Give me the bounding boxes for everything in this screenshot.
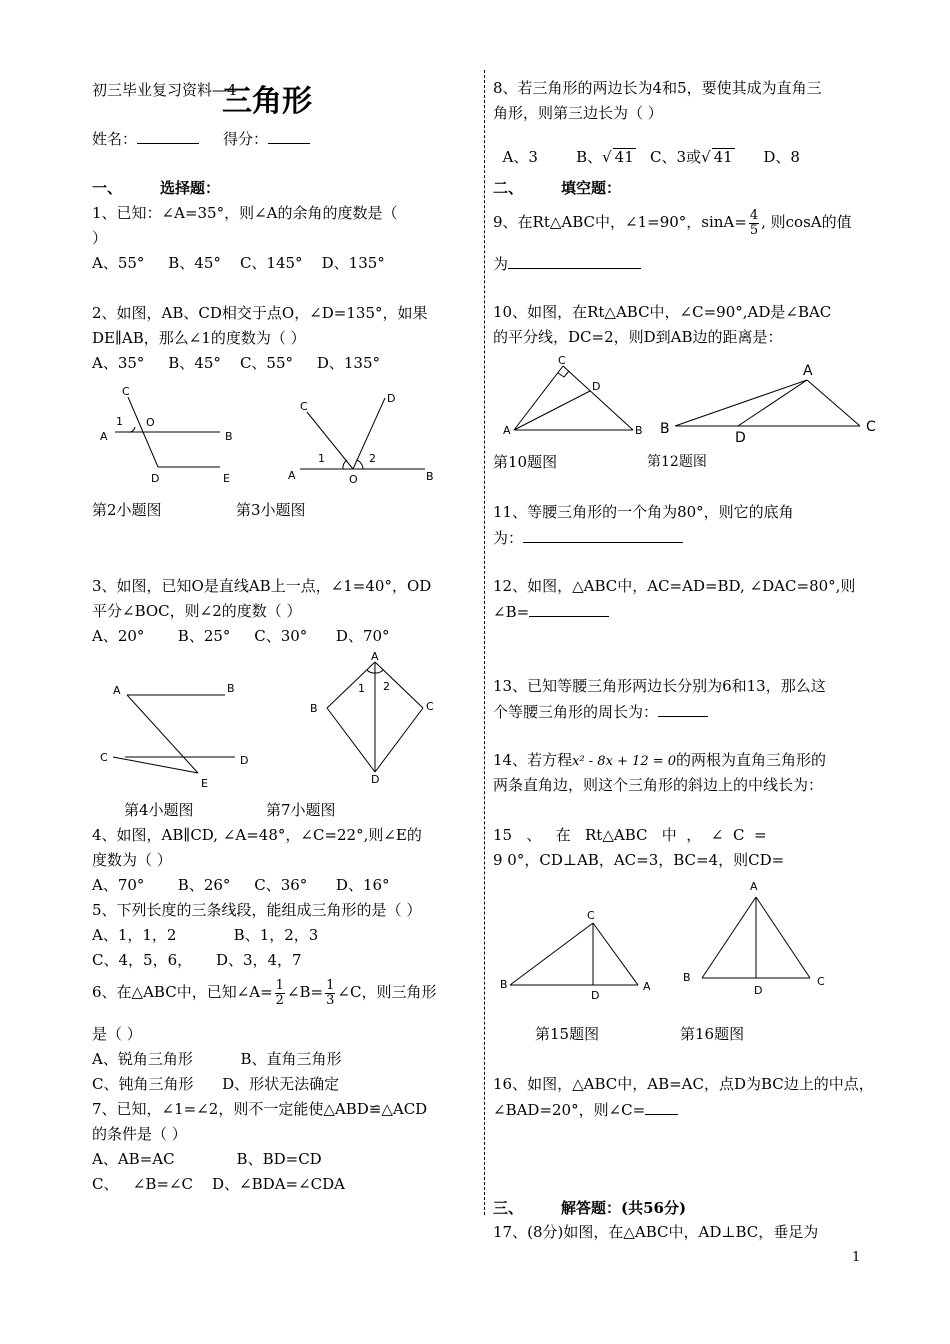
figure-q12 (655, 358, 885, 448)
fig7-caption: 第7小题图 (266, 801, 336, 819)
q16-line1: 16、如图，△ABC中，AB=AC，点D为BC边上的中点， (493, 1075, 874, 1093)
fig12-label-d: D (735, 430, 746, 446)
q3-line1: 3、如图，已知O是直线AB上一点，∠1=40°，OD (92, 577, 432, 595)
fig16-label-d: D (754, 984, 763, 997)
q7-options-1: A、AB=AC B、BD=CD (92, 1150, 322, 1168)
fig3-label-b: B (426, 470, 434, 483)
fig3-label-1: 1 (318, 452, 325, 465)
fig12-caption: 第12题图 (647, 454, 707, 470)
figure-q2 (95, 382, 245, 492)
name-field: 姓名： 得分： (92, 128, 310, 149)
fig15-label-b: B (500, 978, 508, 991)
fig3-label-2: 2 (369, 452, 376, 465)
fig15-caption: 第15题图 (535, 1025, 600, 1043)
fig15-label-d: D (591, 989, 600, 1002)
q10-line2: 的平分线，DC=2，则D到AB边的距离是： (493, 328, 783, 346)
fig15-label-c: C (587, 909, 595, 922)
fig2-label-b: B (225, 430, 233, 443)
fig3-caption: 第3小题图 (236, 501, 306, 519)
q5-options-1: A、1，1，2 B、1，2，3 (92, 926, 319, 944)
q2-line1: 2、如图，AB、CD相交于点O，∠D=135°，如果 (92, 304, 428, 322)
q7-options-2: C、 ∠B=∠C D、∠BDA=∠CDA (92, 1175, 346, 1193)
fig2-label-o: O (146, 416, 155, 429)
fig12-label-a: A (803, 363, 813, 379)
figure-q4 (95, 680, 265, 795)
section-answer: 三、 解答题：(共56分) (493, 1199, 687, 1217)
q3-options: A、20° B、25° C、30° D、70° (92, 627, 390, 645)
q15-line2: 9 0°，CD⊥AB，AC=3，BC=4，则CD= (493, 851, 785, 869)
q4-options: A、70° B、26° C、36° D、16° (92, 876, 390, 894)
figure-q10 (500, 352, 650, 442)
fig10-caption: 第10题图 (493, 453, 558, 471)
q1-close: ） (92, 229, 108, 247)
fig3-label-o: O (349, 473, 358, 486)
fig7-label-1: 1 (358, 682, 365, 695)
page-number: 1 (852, 1250, 861, 1265)
q13-line1: 13、已知等腰三角形两边长分别为6和13，那么这 (493, 677, 826, 695)
fig4-label-c: C (100, 751, 108, 764)
q17-line1: 17、(8分)如图，在△ABC中，AD⊥BC，垂足为 (493, 1223, 819, 1241)
q12-line1: 12、如图，△ABC中，AC=AD=BD, ∠DAC=80°,则 (493, 577, 856, 595)
fig12-label-c: C (866, 419, 876, 435)
q8-line2: 角形，则第三边长为（ ） (493, 104, 663, 122)
fig4-label-b: B (227, 682, 235, 695)
fig7-label-b: B (310, 702, 318, 715)
fig10-label-d: D (592, 380, 601, 393)
fig16-caption: 第16题图 (680, 1025, 745, 1043)
fig4-label-a: A (113, 684, 121, 697)
q4-line2: 度数为（ ） (92, 851, 172, 869)
q6-options-2: C、钝角三角形 D、形状无法确定 (92, 1075, 340, 1093)
q1-options: A、55° B、45° C、145° D、135° (92, 254, 385, 272)
fig4-caption: 第4小题图 (124, 801, 194, 819)
fig16-label-a: A (750, 880, 758, 893)
fig7-label-a: A (371, 650, 379, 663)
q4-line1: 4、如图，AB∥CD, ∠A=48°，∠C=22°,则∠E的 (92, 826, 422, 844)
series-header: 初三毕业复习资料—4 (92, 81, 237, 99)
q2-line2: DE∥AB，那么∠1的度数为（ ） (92, 329, 306, 347)
q2-options: A、35° B、45° C、55° D、135° (92, 354, 381, 372)
fig2-label-1: 1 (116, 415, 123, 428)
q10-line1: 10、如图，在Rt△ABC中，∠C=90°,AD是∠BAC (493, 303, 832, 321)
q16-line2: ∠BAD=20°，则∠C= (493, 1099, 678, 1120)
fig4-label-d: D (240, 754, 249, 767)
fig3-label-c: C (300, 400, 308, 413)
q14-line2: 两条直角边，则这个三角形的斜边上的中线长为： (493, 776, 824, 794)
q1-stem: 1、已知：∠A=35°，则∠A的余角的度数是（ (92, 204, 398, 222)
q9-line2: 为 (493, 253, 641, 274)
q8-options: A、3 B、√ 41 C、3或√ 41 D、8 (502, 148, 800, 166)
q14-line1: 14、若方程x² - 8x + 12 = 0的两根为直角三角形的 (493, 751, 827, 769)
figure-q16 (680, 875, 830, 1000)
q8-line1: 8、若三角形的两边长为4和5，要使其成为直角三 (493, 79, 822, 97)
q7-line2: 的条件是（ ） (92, 1125, 187, 1143)
q15-line1: 15 、 在 Rt△ABC 中 ， ∠ C = (493, 826, 767, 844)
fig2-label-d: D (151, 472, 160, 485)
q13-line2: 个等腰三角形的周长为： (493, 701, 708, 722)
q6-line2: 是（ ） (92, 1025, 142, 1043)
q11-line1: 11、等腰三角形的一个角为80°，则它的底角 (493, 503, 794, 521)
q6-options-1: A、锐角三角形 B、直角三角形 (92, 1050, 342, 1068)
q5-options-2: C、4，5，6， D、3，4，7 (92, 951, 302, 969)
q6-stem: 6、在△ABC中，已知∠A= $\frac{1}{2}$ ∠B= $\frac{1}{3}$ ∠C，则三角形 (92, 977, 437, 1008)
fig16-label-b: B (683, 971, 691, 984)
fig10-label-b: B (635, 424, 643, 437)
fig2-label-c: C (122, 385, 130, 398)
fig10-label-c: C (558, 354, 566, 367)
q3-line2: 平分∠BOC，则∠2的度数（ ） (92, 602, 302, 620)
figure-q7 (305, 650, 445, 790)
q12-line2: ∠B= (493, 601, 609, 622)
q9-stem: 9、在Rt△ABC中，∠1=90°，sinA= $\frac{4}{5}$ , 则cosA的值 (493, 207, 852, 238)
fig7-label-2: 2 (383, 680, 390, 693)
fig12-label-b: B (660, 421, 670, 437)
figure-q15 (498, 905, 658, 1000)
fig2-caption: 第2小题图 (92, 501, 162, 519)
figure-q3 (285, 390, 445, 490)
section-choice: 一、 选择题： (92, 179, 221, 197)
page-title: 三角形 (222, 84, 312, 119)
q11-line2: 为： (493, 527, 683, 548)
q5-stem: 5、下列长度的三条线段，能组成三角形的是（ ） (92, 901, 422, 919)
fig2-label-a: A (100, 430, 108, 443)
fig4-label-e: E (201, 777, 208, 790)
column-divider (484, 70, 485, 1215)
fig7-label-d: D (371, 773, 380, 786)
fig16-label-c: C (817, 975, 825, 988)
fig10-label-a: A (503, 424, 511, 437)
fig15-label-a: A (643, 980, 651, 993)
section-fill: 二、 填空题： (493, 179, 622, 197)
q7-line1: 7、已知，∠1=∠2，则不一定能使△ABD≌△ACD (92, 1100, 428, 1118)
fig3-label-a: A (288, 469, 296, 482)
fig2-label-e: E (223, 472, 230, 485)
fig3-label-d: D (387, 392, 396, 405)
fig7-label-c: C (426, 700, 434, 713)
